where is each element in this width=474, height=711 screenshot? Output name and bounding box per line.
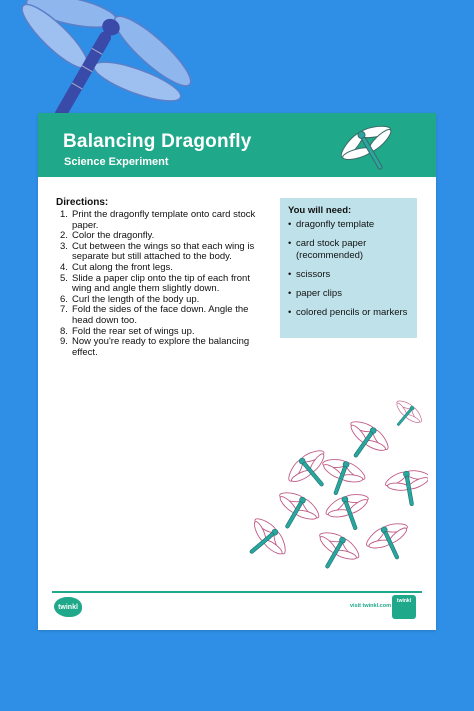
list-item: 6. Curl the length of the body up. bbox=[60, 293, 200, 305]
list-item: 3. Cut between the wings so that each wing is separate but still attached to the body. bbox=[60, 240, 255, 263]
header-banner bbox=[38, 113, 436, 177]
list-item: • paper clips bbox=[288, 288, 409, 300]
materials-box bbox=[280, 198, 417, 338]
list-item: 9. Now you're ready to explore the balancing effect. bbox=[60, 336, 250, 358]
materials-list bbox=[288, 219, 409, 319]
footer-divider bbox=[52, 591, 422, 593]
page-subtitle: Science Experiment bbox=[64, 156, 169, 168]
worksheet bbox=[38, 113, 436, 630]
dragonfly-swarm bbox=[238, 398, 428, 578]
page-title: Balancing Dragonfly bbox=[63, 131, 252, 152]
list-item: 5. Slide a paper clip onto the tip of each front wing and angle them slightly down. bbox=[60, 272, 250, 295]
directions-heading: Directions: bbox=[56, 197, 109, 208]
dragonfly-header-icon bbox=[334, 119, 404, 177]
list-item: 4. Cut along the front legs. bbox=[60, 261, 173, 273]
directions-list bbox=[60, 210, 266, 358]
twinkl-logo: twinkl bbox=[54, 597, 82, 617]
twinkl-badge: twinkl bbox=[392, 595, 416, 619]
list-item: • dragonfly template bbox=[288, 219, 409, 231]
list-item: 2. Color the dragonfly. bbox=[60, 230, 155, 242]
list-item: 8. Fold the rear set of wings up. bbox=[60, 325, 195, 337]
list-item: • scissors bbox=[288, 269, 409, 281]
list-item: • colored pencils or markers bbox=[288, 307, 409, 319]
materials-heading: You will need: bbox=[288, 205, 352, 216]
list-item: 1. Print the dragonfly template onto card stock paper. bbox=[60, 209, 256, 231]
list-item: 7. Fold the sides of the face down. Angle the head down too. bbox=[60, 304, 249, 326]
visit-link[interactable]: visit twinkl.com bbox=[350, 603, 391, 609]
list-item: • card stock paper (recommended) bbox=[288, 238, 409, 262]
